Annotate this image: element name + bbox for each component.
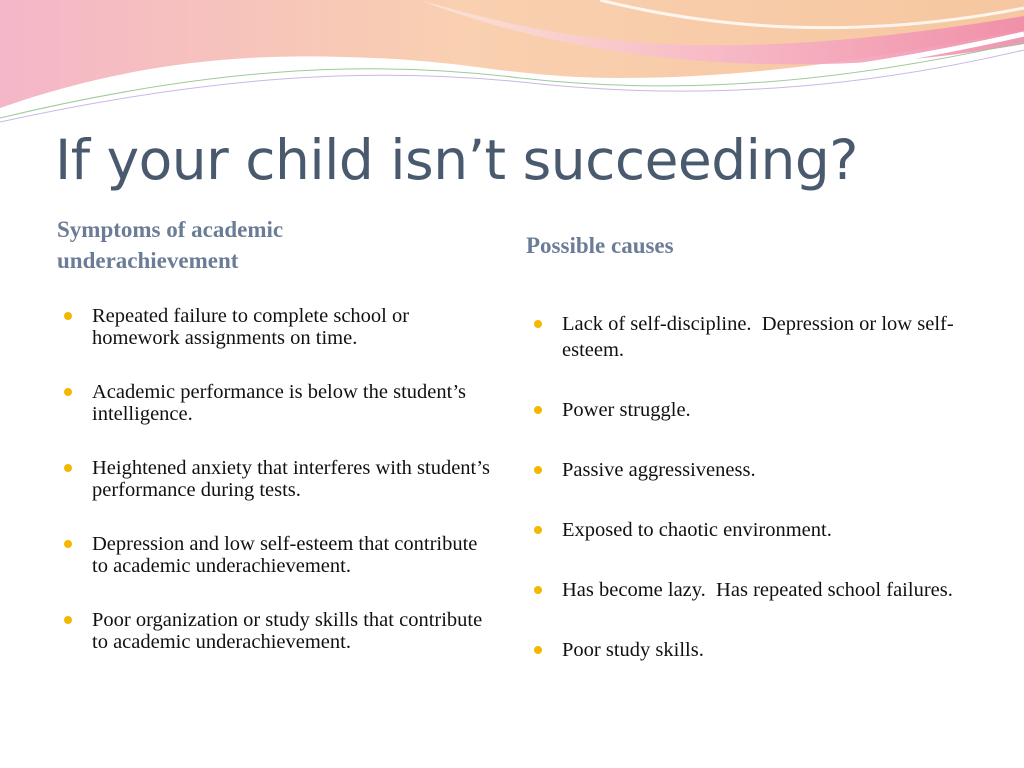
list-item — [57, 609, 497, 653]
list-item-text: Passive aggressiveness. — [562, 459, 756, 481]
list-item — [527, 457, 967, 483]
bullet-dot-icon — [64, 464, 72, 472]
list-item — [57, 381, 497, 425]
list-item-text: Academic performance is below the student’s intelligence. — [92, 381, 466, 425]
bullet-dot-icon — [534, 526, 542, 534]
bullet-dot-icon — [534, 320, 542, 328]
list-item-text: Depression and low self-esteem that contribute to academic underachievement. — [92, 533, 478, 577]
list-item — [527, 637, 967, 663]
slide-title: If your child isn’t succeeding? — [55, 128, 858, 192]
list-item — [57, 533, 497, 577]
bullet-dot-icon — [64, 388, 72, 396]
causes-list — [527, 311, 967, 697]
list-item-text: Lack of self-discipline. Depression or low self-esteem. — [562, 313, 954, 361]
list-item — [527, 397, 967, 423]
bullet-dot-icon — [64, 616, 72, 624]
list-item-text: Poor study skills. — [562, 639, 704, 661]
bullet-dot-icon — [534, 406, 542, 414]
bullet-dot-icon — [534, 466, 542, 474]
list-item-text: Repeated failure to complete school or homework assignments on time. — [92, 305, 410, 349]
list-item — [527, 311, 967, 363]
list-item-text: Exposed to chaotic environment. — [562, 519, 832, 541]
list-item — [527, 517, 967, 543]
list-item-text: Heightened anxiety that interferes with student’s performance during tests. — [92, 457, 490, 501]
symptoms-heading: Symptoms of academic underachievement — [57, 217, 284, 273]
list-item-text: Has become lazy. Has repeated school failures. — [562, 579, 953, 601]
causes-heading: Possible causes — [526, 233, 674, 258]
list-item — [57, 305, 497, 349]
bullet-dot-icon — [534, 586, 542, 594]
list-item-text: Power struggle. — [562, 399, 691, 421]
bullet-dot-icon — [64, 312, 72, 320]
decorative-wave-banner — [0, 0, 1024, 130]
list-item-text: Poor organization or study skills that contribute to academic underachievement. — [92, 609, 483, 653]
list-item — [527, 577, 967, 603]
list-item — [57, 457, 497, 501]
symptoms-list — [57, 305, 497, 685]
bullet-dot-icon — [534, 646, 542, 654]
bullet-dot-icon — [64, 540, 72, 548]
